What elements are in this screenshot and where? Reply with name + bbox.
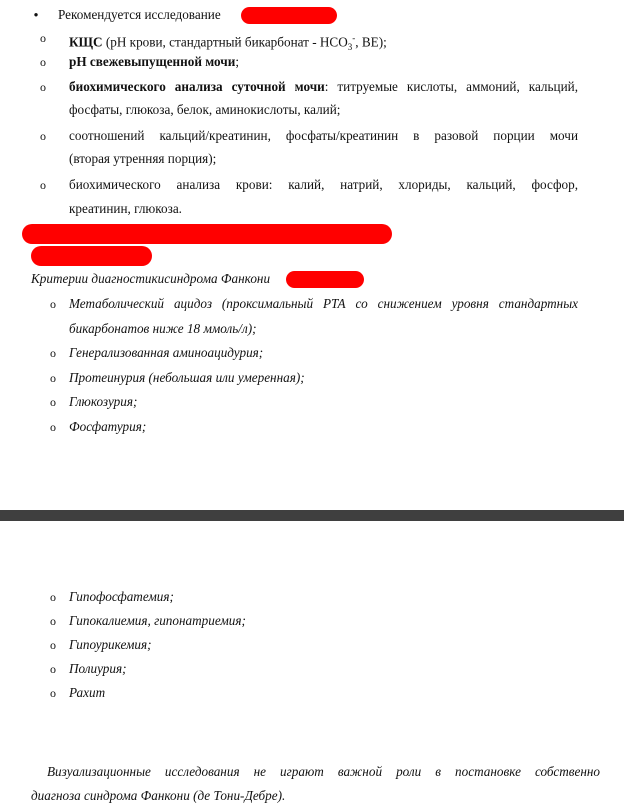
circle-bullet-icon: o <box>40 55 46 69</box>
item-text: : титруемые кислоты, аммоний, кальций, <box>324 79 578 94</box>
circle-bullet-icon: o <box>40 129 46 143</box>
criteria-item: Протеинурия (небольшая или умеренная); <box>69 370 305 385</box>
criteria-item: Рахит <box>69 685 106 700</box>
circle-bullet-icon: o <box>50 297 56 311</box>
list-item: биохимического анализа крови: калий, натрий, хлориды, кальций, фосфор, <box>69 177 578 192</box>
page-separator <box>0 510 624 521</box>
circle-bullet-icon: o <box>50 614 56 628</box>
item-text-line2: (вторая утренняя порция); <box>69 151 217 166</box>
circle-bullet-icon: o <box>50 686 56 700</box>
item-superscript: - <box>352 33 356 43</box>
criteria-title: Критерии диагностикисиндрома Фанкони <box>31 271 271 286</box>
criteria-item: Генерализованная аминоацидурия; <box>69 345 264 360</box>
item-text-end: , BE); <box>355 34 387 50</box>
circle-bullet-icon: o <box>50 662 56 676</box>
item-subscript: 3 <box>347 42 353 53</box>
criteria-item-line2: бикарбонатов ниже 18 ммоль/л); <box>69 321 257 336</box>
circle-bullet-icon: o <box>50 420 56 434</box>
list-item: соотношений кальций/креатинин, фосфаты/креатинин в разовой порции мочи <box>69 128 578 143</box>
circle-bullet-icon: o <box>50 638 56 652</box>
circle-bullet-icon: o <box>50 346 56 360</box>
paragraph-line-1: Визуализационные исследования не играют важной роли в постановке собственно <box>47 764 600 779</box>
circle-bullet-icon: o <box>50 590 56 604</box>
item-bold: КЩС <box>69 34 103 50</box>
criteria-item: Гипоурикемия; <box>69 637 152 652</box>
circle-bullet-icon: o <box>40 80 46 94</box>
criteria-item: Гипокалиемия, гипонатриемия; <box>69 613 246 628</box>
redaction <box>31 246 152 266</box>
criteria-item: Гипофосфатемия; <box>69 589 174 604</box>
item-bold: рН свежевыпущенной мочи <box>69 54 236 69</box>
criteria-item: Метаболический ацидоз (проксимальный РТА со снижением уровня стандартных <box>69 296 578 311</box>
item-text-line2: фосфаты, глюкоза, белок, аминокислоты, калий; <box>69 102 341 117</box>
item-bold: биохимического анализа суточной мочи <box>69 79 325 94</box>
criteria-item: Фосфатурия; <box>69 419 147 434</box>
list-item <box>69 29 387 56</box>
circle-bullet-icon: o <box>50 395 56 409</box>
circle-bullet-icon: o <box>40 178 46 192</box>
list-item <box>69 78 578 96</box>
redaction <box>22 224 392 244</box>
circle-bullet-icon: o <box>50 371 56 385</box>
circle-bullet-icon: o <box>40 31 46 45</box>
list-item <box>69 53 239 71</box>
item-text-line2: креатинин, глюкоза. <box>69 201 182 216</box>
redaction <box>241 7 337 24</box>
item-text: (рН крови, стандартный бикарбонат - HCO <box>102 34 348 50</box>
paragraph-line-2: диагноза синдрома Фанкони (де Тони-Дебре). <box>31 788 286 803</box>
criteria-item: Полиурия; <box>69 661 127 676</box>
bullet-icon: ● <box>33 10 39 19</box>
redaction <box>286 271 364 288</box>
criteria-item: Глюкозурия; <box>69 394 138 409</box>
item-text: ; <box>235 54 240 69</box>
intro-text: Рекомендуется исследование <box>58 7 221 22</box>
